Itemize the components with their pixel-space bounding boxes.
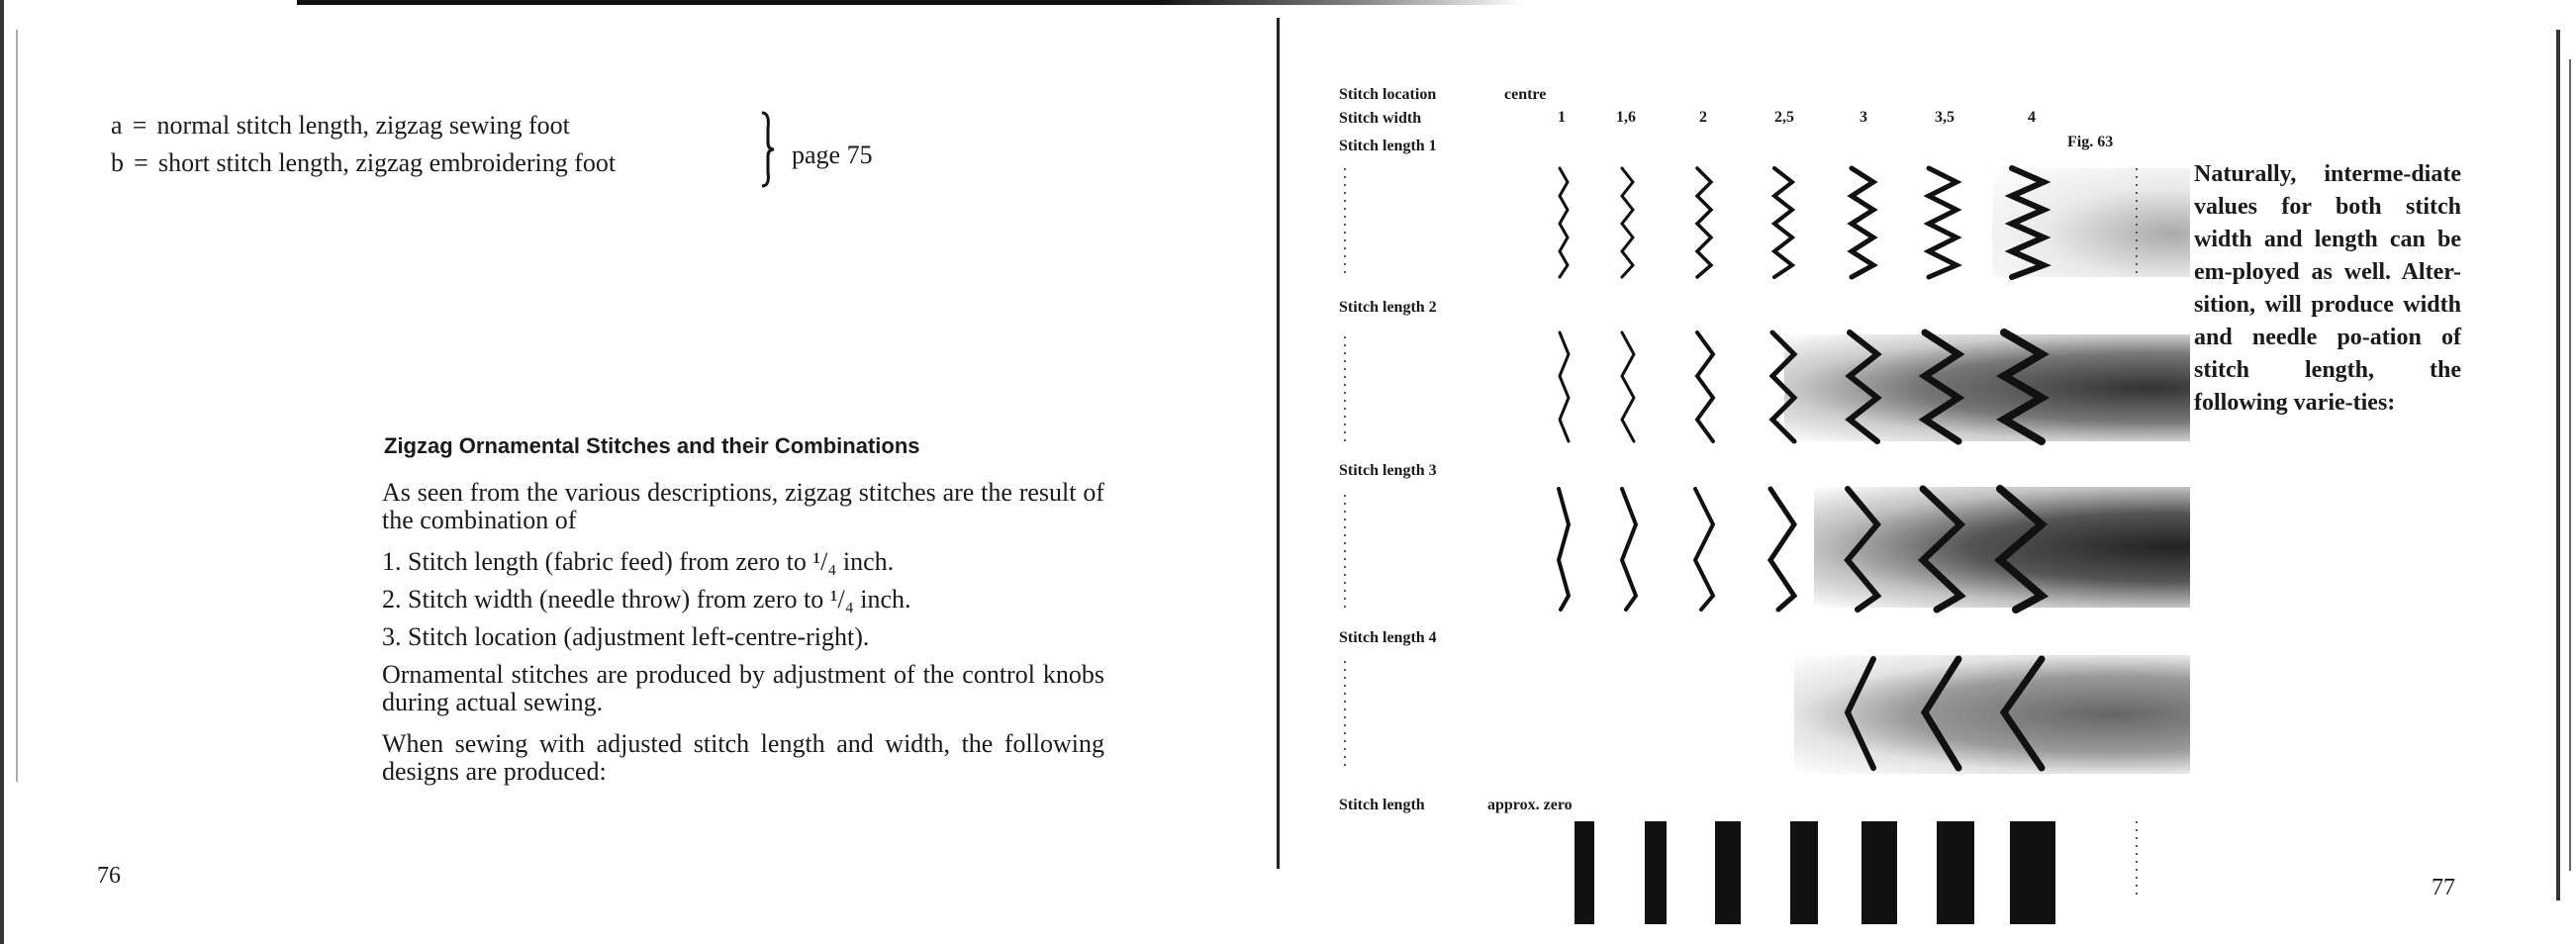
zigzag-stitch [1560,168,1568,277]
list-item: 2. Stitch width (needle throw) from zero to ¹/₄ inch. [382,585,911,614]
zigzag-stitch [1923,489,1960,610]
zigzag-stitch [1929,168,1956,277]
satin-stitch-bar [1645,821,1667,924]
width-column-header: 1 [1558,109,1566,126]
stitch-location-label: Stitch location [1339,86,1437,103]
row-label: Stitch length 4 [1339,629,1437,646]
row-label-extra: approx. zero [1487,797,1573,813]
fabric-edges [1345,168,2137,900]
zigzag-stitch [1622,332,1634,441]
left-page [0,0,1277,944]
zigzag-stitch [1772,332,1794,441]
figure-label: Fig. 63 [2067,134,2114,150]
zigzag-stitch [1770,489,1794,610]
legend-row-b [111,144,616,182]
stitch-row-3 [1559,489,2042,610]
zigzag-stitch [2004,659,2042,768]
width-column-header: 3,5 [1935,109,1955,126]
list-item: 3. Stitch location (adjustment left-centre-right). [382,622,870,651]
legend-key: a [111,111,123,140]
list-item: 1. Stitch length (fabric feed) from zero to ¹/₄ inch. [382,547,895,576]
legend-key: b [111,148,124,177]
satin-stitch-bar [1861,821,1897,924]
satin-stitch-bar [2010,821,2055,924]
zigzag-stitch [1774,168,1792,277]
width-column-header: 2,5 [1774,109,1794,126]
satin-stitch-bar [1790,821,1818,924]
zigzag-stitch [1622,168,1633,277]
page-number-left: 76 [97,863,121,889]
zigzag-stitch [1697,168,1711,277]
zigzag-stitch [1848,659,1873,768]
body-text [382,479,1104,800]
stitch-row-2 [1560,332,2042,441]
legend-row-a [111,107,616,144]
zigzag-stitch [2012,168,2044,277]
row-label: Stitch length 3 [1339,462,1437,479]
stitch-row-4 [1848,659,2042,768]
legend-eq: = [134,148,148,177]
legend-page-ref: page 75 [792,141,873,169]
width-column-header: 2 [1699,109,1707,126]
zigzag-stitch [1622,489,1636,610]
zigzag-stitch [2004,332,2042,441]
satin-stitch-bar [1715,821,1741,924]
zigzag-stitch [1925,659,1958,768]
satin-stitch-bar [1574,821,1594,924]
paragraph: Ornamental stitches are produced by adjustment of the control knobs during actual sewing. [382,660,1104,716]
width-column-header: 1,6 [1616,109,1636,126]
legend [111,107,616,182]
zigzag-stitch [1559,489,1569,610]
zigzag-stitch [1695,489,1713,610]
row-label: Stitch length 2 [1339,299,1437,316]
zigzag-stitch [1697,332,1713,441]
side-paragraph: Naturally, interme-diate values for both stitch width and length can be em-ployed as well. Alter-sition, will produce width and needle po-ation of stitch length, the following varie-ties: [2194,161,2461,416]
satin-stitch-bar [1937,821,1974,924]
row-label: Stitch length 1 [1339,138,1437,154]
legend-eq: = [132,111,147,140]
paragraph: When sewing with adjusted stitch length and width, the following designs are produced: [382,729,1104,786]
zigzag-stitch [2000,489,2042,610]
zigzag-stitch [1560,332,1569,441]
stitch-row-5 [1574,821,2055,924]
zigzag-stitch [1850,332,1877,441]
section-heading: Zigzag Ornamental Stitches and their Combinations [384,433,920,458]
zigzag-stitch [1925,332,1958,441]
legend-text: normal stitch length, zigzag sewing foot [156,111,570,140]
right-page [1280,0,2576,944]
stitch-row-1 [1560,168,2044,277]
stitch-width-label: Stitch width [1339,110,1422,127]
brace-icon [758,111,778,193]
stitch-location-value: centre [1504,86,1547,103]
width-column-header: 4 [2028,109,2036,126]
stitch-sample-grid [1280,0,2210,944]
legend-text: short stitch length, zigzag embroidering foot [158,148,617,177]
intro-paragraph: As seen from the various descriptions, zigzag stitches are the result of the combination of [382,478,1104,534]
page-number-right: 77 [2432,875,2455,900]
row-label: Stitch length [1339,797,1425,813]
width-column-header: 3 [1860,109,1867,126]
zigzag-stitch [1848,489,1877,610]
zigzag-stitch [1852,168,1873,277]
